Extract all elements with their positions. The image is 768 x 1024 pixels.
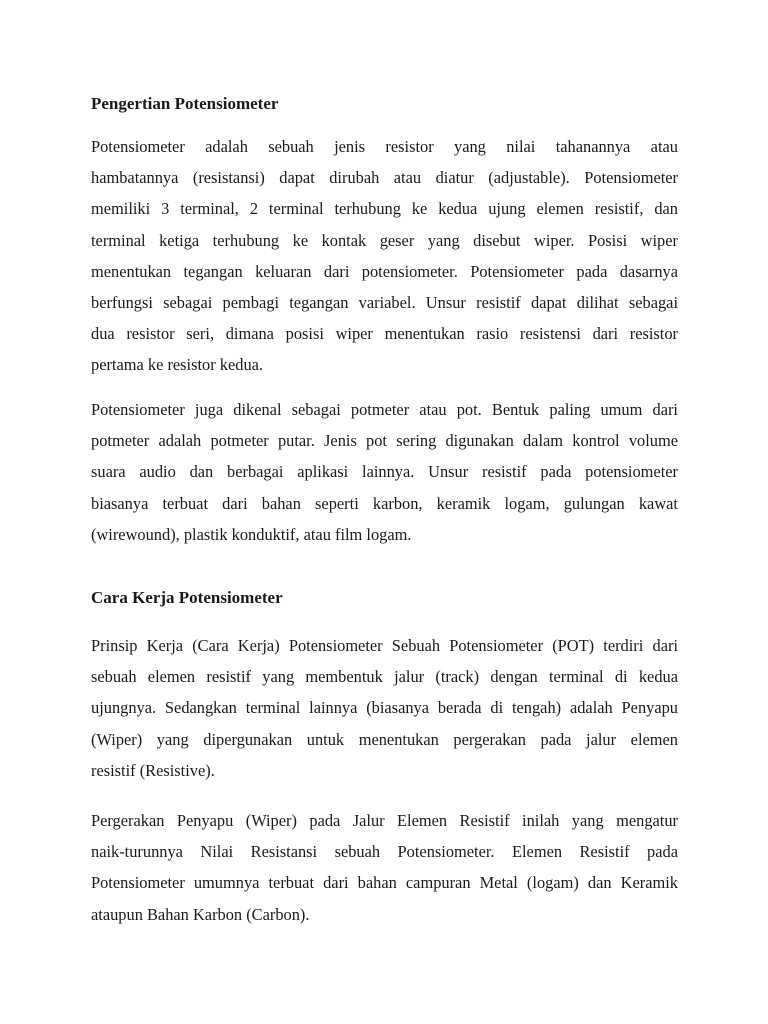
text-line: pertama ke resistor kedua. — [91, 355, 264, 375]
text-line: naik-turunnya Nilai Resistansi sebuah Potensiometer. Elemen Resistif pada — [91, 842, 678, 862]
section-heading-pengertian: Pengertian Potensiometer — [91, 94, 279, 113]
paragraph-wiper — [91, 811, 678, 936]
text-line: hambatannya (resistansi) dapat dirubah atau diatur (adjustable). Potensiometer — [91, 168, 678, 188]
text-line: biasanya terbuat dari bahan seperti karbon, keramik logam, gulungan kawat — [91, 493, 678, 513]
text-line: terminal ketiga terhubung ke kontak geser yang disebut wiper. Posisi wiper — [91, 230, 678, 250]
paragraph-definition — [91, 137, 678, 387]
text-line: Prinsip Kerja (Cara Kerja) Potensiometer Sebuah Potensiometer (POT) terdiri dari — [91, 636, 678, 655]
text-line: (wirewound), plastik konduktif, atau film logam. — [91, 524, 412, 544]
text-line: dua resistor seri, dimana posisi wiper menentukan rasio resistensi dari resistor — [91, 324, 678, 344]
paragraph-potmeter — [91, 400, 678, 556]
text-line: sebuah elemen resistif yang membentuk jalur (track) dengan terminal di kedua — [91, 667, 678, 687]
text-line: ataupun Bahan Karbon (Carbon). — [91, 904, 310, 924]
text-line: Pergerakan Penyapu (Wiper) pada Jalur Elemen Resistif inilah yang mengatur — [91, 811, 678, 830]
text-line: Potensiometer umumnya terbuat dari bahan campuran Metal (logam) dan Keramik — [91, 873, 678, 893]
text-line: menentukan tegangan keluaran dari potensiometer. Potensiometer pada dasarnya — [91, 261, 678, 281]
text-line: berfungsi sebagai pembagi tegangan variabel. Unsur resistif dapat dilihat sebagai — [91, 292, 678, 312]
text-line: ujungnya. Sedangkan terminal lainnya (biasanya berada di tengah) adalah Penyapu — [91, 698, 678, 718]
text-line: (Wiper) yang dipergunakan untuk menentukan pergerakan pada jalur elemen — [91, 729, 678, 749]
section-heading-cara-kerja: Cara Kerja Potensiometer — [91, 588, 283, 607]
text-line: Potensiometer adalah sebuah jenis resistor yang nilai tahanannya atau — [91, 137, 678, 156]
text-line: Potensiometer juga dikenal sebagai potmeter atau pot. Bentuk paling umum dari — [91, 400, 678, 419]
text-line: resistif (Resistive). — [91, 760, 215, 780]
text-line: memiliki 3 terminal, 2 terminal terhubung ke kedua ujung elemen resistif, dan — [91, 199, 678, 219]
paragraph-principle — [91, 636, 678, 792]
text-line: potmeter adalah potmeter putar. Jenis pot sering digunakan dalam kontrol volume — [91, 431, 678, 451]
text-line: suara audio dan berbagai aplikasi lainnya. Unsur resistif pada potensiometer — [91, 462, 678, 482]
